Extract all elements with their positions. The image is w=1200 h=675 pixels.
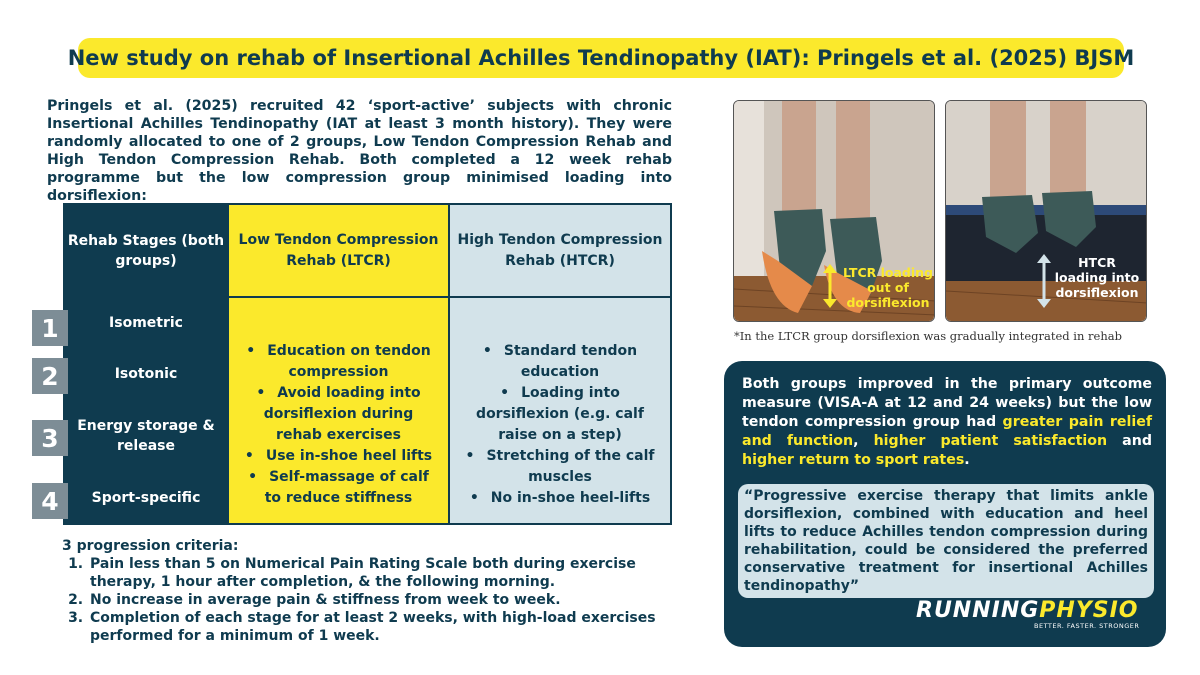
- criteria-item: 3. Completion of each stage for at least 2 weeks, with high-load exercises performed for a minimum of 1 week.: [88, 609, 674, 645]
- page-title: New study on rehab of Insertional Achilles Tendinopathy (IAT): Pringels et al. (2025) BJSM: [67, 46, 1135, 70]
- criteria-item: 2. No increase in average pain & stiffness from week to week.: [88, 591, 674, 609]
- ltcr-items-cell: [228, 297, 449, 524]
- up-down-arrow-icon: [821, 264, 839, 308]
- ltcr-item: • Self-massage of calf to reduce stiffness: [241, 467, 436, 509]
- stage-isotonic: Isotonic: [64, 348, 228, 400]
- htcr-items-cell: [449, 297, 671, 524]
- htcr-item: • Loading into dorsiflexion (e.g. calf raise on a step): [462, 383, 658, 446]
- htcr-caption: HTCR loading into dorsiflexion: [1054, 255, 1140, 300]
- ltcr-item: • Education on tendon compression: [241, 341, 436, 383]
- rehab-stages-table: [63, 203, 672, 525]
- stage-number-4: 4: [32, 483, 68, 519]
- stage-isometric: Isometric: [64, 297, 228, 348]
- ltcr-item: • Use in-shoe heel lifts: [241, 446, 436, 467]
- results-summary: [742, 375, 1152, 470]
- results-text: .: [964, 452, 970, 468]
- htcr-item: • No in-shoe heel-lifts: [462, 488, 658, 509]
- htcr-item: • Stretching of the calf muscles: [462, 446, 658, 488]
- runningphysio-logo: [916, 598, 1138, 634]
- progression-criteria: [62, 537, 674, 645]
- highlight-satisfaction: higher patient satisfaction: [873, 433, 1108, 449]
- logo-tagline: BETTER. FASTER. STRONGER: [1034, 622, 1140, 630]
- up-down-arrow-icon: [1035, 254, 1053, 308]
- study-quote: “Progressive exercise therapy that limits ankle dorsiflexion, combined with education and heel lifts to reduce Achilles tendon compression during rehabilitation, could be considered the preferred conservative treatment for insertional Achilles tendinopathy”: [738, 484, 1154, 598]
- header-htcr: High Tendon Compression Rehab (HTCR): [449, 204, 671, 297]
- stage-number-1: 1: [32, 310, 68, 346]
- highlight-pain-relief: greater pain relief and function: [742, 414, 1152, 449]
- results-text: ,: [853, 433, 874, 449]
- stage-number-2: 2: [32, 358, 68, 394]
- ltcr-caption: LTCR loading out of dorsiflexion: [843, 265, 933, 310]
- stage-energy-storage: Energy storage & release: [64, 400, 228, 472]
- criteria-heading: 3 progression criteria:: [62, 538, 239, 554]
- criteria-item: 1. Pain less than 5 on Numerical Pain Rating Scale both during exercise therapy, 1 hour after completion, & the following morning.: [88, 555, 674, 591]
- stage-number-3: 3: [32, 420, 68, 456]
- header-rehab-stages: Rehab Stages (both groups): [64, 204, 228, 297]
- results-text: and: [1107, 433, 1152, 449]
- stage-sport-specific: Sport-specific: [64, 472, 228, 524]
- ltcr-item: • Avoid loading into dorsiflexion during rehab exercises: [241, 383, 436, 446]
- ltcr-list: [229, 341, 448, 509]
- results-text: Both groups improved in the primary outcome measure (VISA-A at 12 and 24 weeks) but the low tendon compression group had: [742, 376, 1152, 430]
- logo-wordmark: RUNNINGPHYSIO: [916, 598, 1139, 623]
- criteria-list: [88, 555, 674, 645]
- htcr-list: [450, 341, 670, 509]
- title-banner: [67, 38, 1135, 78]
- highlight-return-to-sport: higher return to sport rates: [742, 452, 965, 468]
- htcr-item: • Standard tendon education: [462, 341, 658, 383]
- intro-paragraph: Pringels et al. (2025) recruited 42 ‘sport-active’ subjects with chronic Insertional Achilles Tendinopathy (IAT at least 3 month history). They were randomly allocated to one of 2 groups, Low Tendon Compression Rehab and High Tendon Compression Rehab. Both completed a 12 week rehab programme but the low compression group minimised loading into dorsiflexion:: [47, 98, 672, 204]
- header-ltcr: Low Tendon Compression Rehab (LTCR): [228, 204, 449, 297]
- photo-footnote: *In the LTCR group dorsiflexion was gradually integrated in rehab: [734, 329, 1122, 343]
